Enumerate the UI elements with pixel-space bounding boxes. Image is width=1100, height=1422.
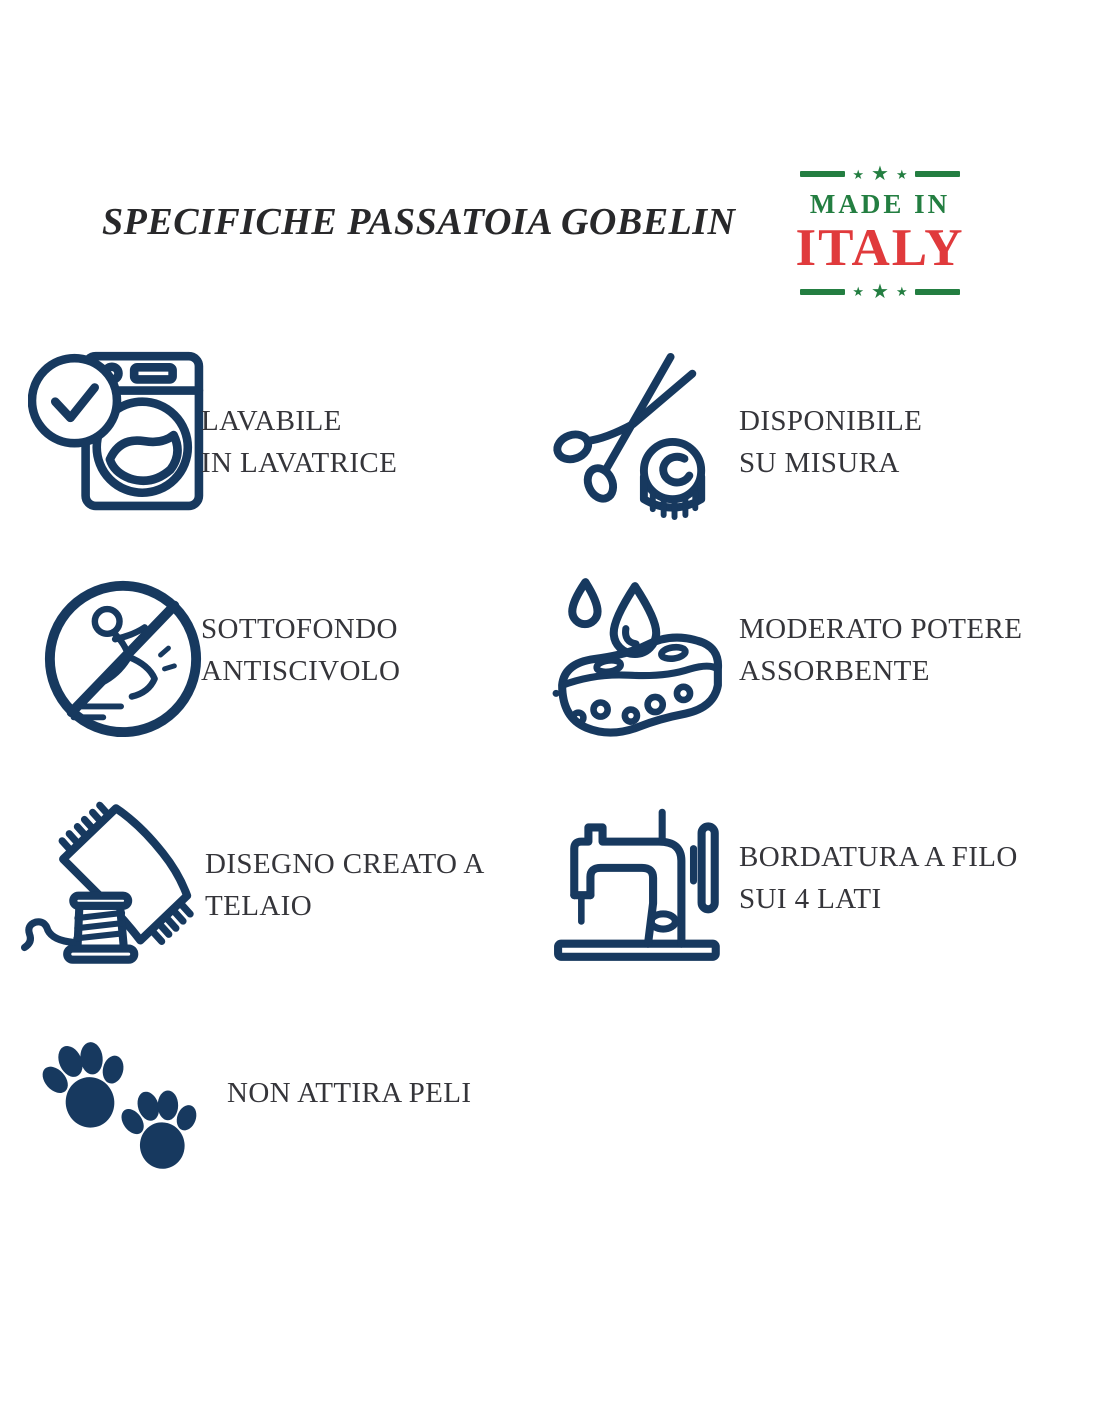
feature-label-line1: LAVABILE bbox=[201, 405, 342, 437]
badge-italy-text: ITALY bbox=[795, 218, 965, 277]
loom-rug-thread-spool-icon bbox=[16, 790, 220, 978]
feature-label-line2: SU MISURA bbox=[739, 447, 900, 479]
badge-made-in-text: MADE IN bbox=[809, 189, 951, 219]
no-slip-icon bbox=[36, 574, 210, 742]
star-icon: ★ bbox=[871, 280, 889, 303]
feature-label-line2: ANTISCIVOLO bbox=[201, 655, 401, 687]
star-icon: ★ bbox=[852, 284, 865, 300]
feature-label-line1: DISEGNO CREATO A bbox=[205, 848, 485, 880]
page-title: SPECIFICHE PASSATOIA GOBELIN bbox=[102, 201, 736, 243]
feature-label bbox=[739, 400, 922, 484]
sewing-machine-icon bbox=[550, 794, 740, 964]
made-in-italy-badge bbox=[790, 163, 970, 303]
feature-label bbox=[201, 400, 397, 484]
star-icon: ★ bbox=[871, 163, 889, 185]
washing-machine-check-icon bbox=[28, 342, 212, 514]
feature-label-line1: MODERATO POTERE bbox=[739, 613, 1023, 645]
feature-label-line2: ASSORBENTE bbox=[739, 655, 930, 687]
badge-bar bbox=[915, 171, 960, 177]
badge-bar bbox=[800, 289, 845, 295]
feature-label-line2: SUI 4 LATI bbox=[739, 883, 882, 915]
feature-label-line2: IN LAVATRICE bbox=[201, 447, 398, 479]
feature-label bbox=[227, 1072, 471, 1114]
feature-label-line1: NON ATTIRA PELI bbox=[227, 1077, 472, 1109]
feature-label bbox=[205, 843, 485, 927]
feature-label bbox=[739, 608, 1022, 692]
star-icon: ★ bbox=[852, 166, 865, 182]
star-icon: ★ bbox=[895, 284, 908, 300]
badge-bar bbox=[800, 171, 845, 177]
sponge-water-drops-icon bbox=[548, 568, 730, 748]
scissors-measuring-tape-icon bbox=[546, 352, 724, 520]
badge-star-row-bottom bbox=[790, 281, 970, 303]
star-icon: ★ bbox=[895, 166, 908, 182]
feature-label bbox=[739, 836, 1018, 920]
feature-label-line1: SOTTOFONDO bbox=[201, 613, 398, 645]
feature-label-line1: BORDATURA A FILO bbox=[739, 841, 1018, 873]
feature-label-line2: TELAIO bbox=[205, 890, 313, 922]
badge-bar bbox=[915, 289, 960, 295]
feature-label-line1: DISPONIBILE bbox=[739, 405, 923, 437]
paw-prints-icon bbox=[26, 1022, 212, 1172]
badge-star-row-top bbox=[790, 163, 970, 185]
feature-label bbox=[201, 608, 400, 692]
